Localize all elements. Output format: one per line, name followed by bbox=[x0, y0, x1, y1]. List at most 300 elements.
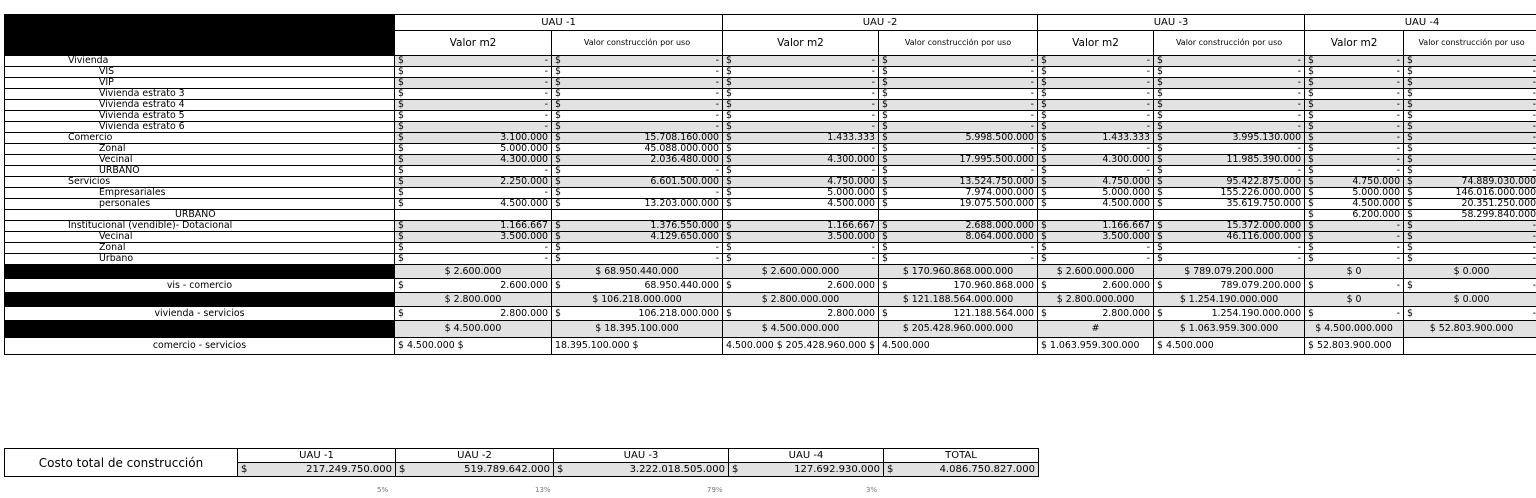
currency-sign: $ bbox=[1041, 253, 1047, 264]
amount: - bbox=[1396, 143, 1401, 154]
value-cell bbox=[879, 232, 1038, 243]
value-cell bbox=[395, 111, 552, 122]
amount: - bbox=[1030, 66, 1035, 77]
value-cell bbox=[552, 144, 723, 155]
col-header-valor: Valor m2 bbox=[395, 31, 552, 56]
col-header-construccion: Valor construcción por uso bbox=[552, 31, 723, 56]
currency-sign: $ bbox=[726, 198, 732, 209]
currency-sign: $ bbox=[1407, 279, 1414, 291]
value-cell bbox=[1154, 177, 1305, 188]
amount: 4.500.000 bbox=[1352, 198, 1401, 209]
amount: 1.433.333 bbox=[827, 132, 876, 143]
currency-sign: $ bbox=[882, 88, 888, 99]
value-cell bbox=[1154, 254, 1305, 265]
currency-sign: $ bbox=[398, 154, 404, 165]
amount: - bbox=[544, 187, 548, 198]
cost-value-cell: $ 127.692.930.000 bbox=[729, 463, 884, 477]
value-cell bbox=[1404, 254, 1536, 265]
value-cell bbox=[1305, 67, 1404, 78]
amount: 4.300.000 bbox=[1102, 154, 1151, 165]
value-cell bbox=[1154, 122, 1305, 133]
amount: - bbox=[1146, 165, 1151, 176]
value-cell bbox=[879, 177, 1038, 188]
row-label: Institucional (vendible)- Dotacional bbox=[5, 221, 395, 232]
amount: 1.166.667 bbox=[500, 220, 548, 231]
currency-sign: $ bbox=[1041, 154, 1047, 165]
cost-header: UAU -4 bbox=[729, 449, 884, 463]
currency-sign: $ bbox=[1407, 198, 1414, 209]
currency-sign: $ bbox=[1407, 77, 1414, 88]
currency-sign: $ bbox=[1157, 132, 1163, 143]
cost-header: UAU -3 bbox=[554, 449, 729, 463]
amount: 4.750.000 bbox=[827, 176, 876, 187]
currency-sign: $ bbox=[1041, 187, 1047, 198]
amount: - bbox=[1297, 242, 1302, 253]
currency-sign: $ bbox=[1407, 110, 1414, 121]
currency-sign: $ bbox=[555, 242, 561, 253]
amount: 3.100.000 bbox=[500, 132, 548, 143]
value-cell bbox=[395, 232, 552, 243]
amount: - bbox=[715, 253, 720, 264]
table-row bbox=[5, 67, 1536, 78]
value-cell bbox=[879, 188, 1038, 199]
row-label: URBANO bbox=[5, 210, 395, 221]
currency-sign: $ bbox=[398, 307, 404, 319]
amount: 46.116.000.000 bbox=[1226, 231, 1302, 242]
amount: - bbox=[1532, 55, 1536, 66]
value-cell bbox=[723, 166, 879, 177]
currency-sign: $ bbox=[1407, 231, 1414, 242]
amount: 1.166.667 bbox=[1102, 220, 1151, 231]
amount: - bbox=[1297, 121, 1302, 132]
amount: 68.950.440.000 bbox=[644, 279, 720, 291]
amount: - bbox=[871, 88, 876, 99]
value-cell bbox=[1404, 78, 1536, 89]
amount: 4.300.000 bbox=[500, 154, 548, 165]
currency-sign: $ bbox=[1407, 99, 1414, 110]
currency-sign: $ bbox=[398, 99, 404, 110]
currency-sign: $ bbox=[1041, 198, 1047, 209]
currency-sign: $ bbox=[882, 154, 888, 165]
amount: 5.000.000 bbox=[827, 187, 876, 198]
row-label: Servicios bbox=[5, 177, 395, 188]
mix-total-value: $ 4.500.000.000 bbox=[1305, 321, 1404, 338]
value-cell bbox=[552, 279, 723, 293]
amount: 2.600.000 bbox=[827, 279, 876, 291]
table-row bbox=[5, 133, 1536, 144]
currency-sign: $ bbox=[1041, 165, 1047, 176]
amount: - bbox=[1297, 110, 1302, 121]
value-cell bbox=[1305, 100, 1404, 111]
value-cell bbox=[552, 67, 723, 78]
value-cell bbox=[1038, 221, 1154, 232]
value-cell bbox=[1154, 210, 1305, 221]
value-cell bbox=[1404, 100, 1536, 111]
value-cell bbox=[1404, 67, 1536, 78]
mix-total-value: $ 68.950.440.000 bbox=[552, 265, 723, 279]
amount: 20.351.250.000 bbox=[1461, 198, 1536, 209]
currency-sign: $ bbox=[726, 253, 732, 264]
amount: - bbox=[1030, 165, 1035, 176]
mix-total-value: $ 2.600.000 bbox=[395, 265, 552, 279]
amount: - bbox=[1297, 143, 1302, 154]
table-row bbox=[5, 155, 1536, 166]
currency-sign: $ bbox=[882, 279, 888, 291]
currency-sign: $ bbox=[1157, 66, 1163, 77]
currency-sign: $ bbox=[1308, 279, 1315, 291]
amount: - bbox=[1146, 143, 1151, 154]
amount: - bbox=[544, 99, 548, 110]
currency-sign: $ bbox=[1041, 66, 1047, 77]
value-cell bbox=[1038, 188, 1154, 199]
amount: - bbox=[1532, 307, 1536, 319]
amount: - bbox=[871, 77, 876, 88]
mix-total-value: $ 170.960.868.000.000 bbox=[879, 265, 1038, 279]
value-cell bbox=[1404, 177, 1536, 188]
percent-label: 79% bbox=[707, 486, 723, 494]
amount: - bbox=[1146, 88, 1151, 99]
mix-black-label bbox=[5, 293, 395, 307]
value-cell bbox=[879, 78, 1038, 89]
value-cell bbox=[1404, 199, 1536, 210]
col-header-valor: Valor m2 bbox=[1305, 31, 1404, 56]
amount: - bbox=[1030, 77, 1035, 88]
cost-label: Costo total de construcción bbox=[5, 449, 238, 477]
currency-sign: $ bbox=[726, 279, 732, 291]
amount: - bbox=[1396, 242, 1401, 253]
amount: - bbox=[1297, 55, 1302, 66]
currency-sign: $ bbox=[882, 165, 888, 176]
mix-total-value: $ 1.063.959.300.000 bbox=[1154, 321, 1305, 338]
value-cell bbox=[1038, 78, 1154, 89]
value-cell bbox=[552, 210, 723, 221]
table-row bbox=[5, 210, 1536, 221]
amount: - bbox=[715, 55, 720, 66]
currency-sign: $ bbox=[1157, 242, 1163, 253]
mix-total-value: $ 1.254.190.000.000 bbox=[1154, 293, 1305, 307]
currency-sign: $ bbox=[726, 77, 732, 88]
amount: - bbox=[715, 77, 720, 88]
currency-sign: $ bbox=[726, 110, 732, 121]
table-row bbox=[5, 177, 1536, 188]
value-cell bbox=[879, 89, 1038, 100]
amount: - bbox=[544, 165, 548, 176]
currency-sign: $ bbox=[555, 77, 561, 88]
currency-sign: $ bbox=[882, 110, 888, 121]
currency-sign: $ bbox=[555, 176, 561, 187]
amount: - bbox=[1532, 66, 1536, 77]
currency-sign: $ bbox=[882, 66, 888, 77]
cost-header: UAU -1 bbox=[238, 449, 396, 463]
cost-value-cell: $ 519.789.642.000 bbox=[396, 463, 554, 477]
amount: 2.800.000 bbox=[827, 307, 876, 319]
amount: 4.500.000 bbox=[1102, 198, 1151, 209]
currency-sign: $ bbox=[555, 55, 561, 66]
row-label: Vivienda estrato 3 bbox=[5, 89, 395, 100]
row-label: Comercio bbox=[5, 133, 395, 144]
row-label: Zonal bbox=[5, 243, 395, 254]
currency-sign: $ bbox=[398, 132, 404, 143]
currency-sign: $ bbox=[1407, 55, 1414, 66]
col-header-valor: Valor m2 bbox=[1038, 31, 1154, 56]
mix-label: vis - comercio bbox=[5, 279, 395, 293]
amount: - bbox=[1532, 154, 1536, 165]
percent-label: 3% bbox=[866, 486, 878, 494]
currency-sign: $ bbox=[398, 88, 404, 99]
value-cell bbox=[1038, 307, 1154, 321]
value-cell bbox=[879, 133, 1038, 144]
amount: - bbox=[1532, 99, 1536, 110]
mix-value: $ 52.803.900.000 bbox=[1305, 338, 1404, 355]
amount: 1.433.333 bbox=[1102, 132, 1151, 143]
currency-sign: $ bbox=[1308, 132, 1315, 143]
value-cell bbox=[1305, 307, 1404, 321]
currency-sign: $ bbox=[1041, 231, 1047, 242]
mix-total-value: $ 0.000 bbox=[1404, 265, 1536, 279]
value-cell bbox=[723, 210, 879, 221]
value-cell bbox=[395, 188, 552, 199]
cost-value: 127.692.930.000 bbox=[794, 464, 880, 475]
amount: - bbox=[1532, 143, 1536, 154]
mix-black-label bbox=[5, 321, 395, 338]
amount: 5.000.000 bbox=[500, 143, 548, 154]
value-cell bbox=[1305, 155, 1404, 166]
value-cell bbox=[552, 122, 723, 133]
cost-value: 519.789.642.000 bbox=[464, 464, 550, 475]
group-header-uau2: UAU -2 bbox=[723, 15, 1038, 31]
amount: 7.974.000.000 bbox=[965, 187, 1035, 198]
currency-sign: $ bbox=[1041, 55, 1047, 66]
amount: - bbox=[544, 242, 548, 253]
value-cell bbox=[1404, 166, 1536, 177]
currency-sign: $ bbox=[1041, 99, 1047, 110]
mix-total-value: $ 0 bbox=[1305, 265, 1404, 279]
cost-value-cell: $ 4.086.750.827.000 bbox=[884, 463, 1039, 477]
amount: - bbox=[1297, 99, 1302, 110]
value-cell bbox=[723, 177, 879, 188]
mix-value bbox=[1404, 338, 1536, 355]
amount: 4.750.000 bbox=[1352, 176, 1401, 187]
cost-value-cell: $ 3.222.018.505.000 bbox=[554, 463, 729, 477]
currency-sign: $ bbox=[1157, 187, 1163, 198]
amount: 8.064.000.000 bbox=[965, 231, 1035, 242]
amount: - bbox=[1146, 99, 1151, 110]
row-label: Vivienda estrato 6 bbox=[5, 122, 395, 133]
currency-sign: $ bbox=[1041, 242, 1047, 253]
group-header-uau1: UAU -1 bbox=[395, 15, 723, 31]
amount: - bbox=[871, 143, 876, 154]
amount: 1.254.190.000.000 bbox=[1211, 307, 1302, 319]
amount: - bbox=[1396, 220, 1401, 231]
value-cell bbox=[395, 144, 552, 155]
amount: 170.960.868.000 bbox=[953, 279, 1035, 291]
amount: - bbox=[871, 99, 876, 110]
currency-sign: $ bbox=[1407, 66, 1414, 77]
currency-sign: $ bbox=[1041, 110, 1047, 121]
value-cell bbox=[1404, 111, 1536, 122]
amount: - bbox=[1146, 77, 1151, 88]
value-cell bbox=[552, 111, 723, 122]
amount: 146.016.000.000 bbox=[1455, 187, 1536, 198]
table-row bbox=[5, 188, 1536, 199]
value-cell bbox=[1305, 111, 1404, 122]
value-cell bbox=[1305, 254, 1404, 265]
currency-sign: $ bbox=[726, 55, 732, 66]
currency-sign: $ bbox=[1407, 121, 1414, 132]
value-cell bbox=[1154, 111, 1305, 122]
amount: - bbox=[1396, 307, 1401, 319]
amount: - bbox=[1396, 253, 1401, 264]
amount: 58.299.840.000 bbox=[1461, 209, 1536, 220]
mix-value: $ 4.500.000 $ bbox=[395, 338, 552, 355]
amount: - bbox=[1396, 77, 1401, 88]
amount: - bbox=[544, 55, 548, 66]
currency-sign: $ bbox=[1157, 176, 1163, 187]
currency-sign: $ bbox=[726, 88, 732, 99]
currency-sign: $ bbox=[1407, 165, 1414, 176]
currency-sign: $ bbox=[555, 198, 561, 209]
amount: - bbox=[544, 121, 548, 132]
currency-sign: $ bbox=[882, 187, 888, 198]
value-cell bbox=[879, 221, 1038, 232]
currency-sign: $ bbox=[1308, 143, 1315, 154]
value-cell bbox=[395, 122, 552, 133]
currency-sign: $ bbox=[726, 176, 732, 187]
currency-sign: $ bbox=[398, 231, 404, 242]
currency-sign: $ bbox=[1407, 253, 1414, 264]
value-cell bbox=[1038, 56, 1154, 67]
value-cell bbox=[879, 67, 1038, 78]
amount: 2.600.000 bbox=[500, 279, 548, 291]
currency-sign: $ bbox=[1157, 231, 1163, 242]
currency-sign: $ bbox=[555, 231, 561, 242]
mix-total-value: $ 789.079.200.000 bbox=[1154, 265, 1305, 279]
value-cell bbox=[1154, 133, 1305, 144]
value-cell bbox=[1038, 254, 1154, 265]
value-cell bbox=[879, 279, 1038, 293]
value-cell bbox=[552, 199, 723, 210]
value-cell bbox=[879, 122, 1038, 133]
amount: - bbox=[715, 165, 720, 176]
currency-sign: $ bbox=[882, 121, 888, 132]
currency-sign: $ bbox=[1041, 176, 1047, 187]
value-cell bbox=[723, 188, 879, 199]
percent-label: 5% bbox=[377, 486, 389, 494]
value-cell bbox=[1404, 210, 1536, 221]
currency-sign: $ bbox=[726, 220, 732, 231]
value-cell bbox=[395, 166, 552, 177]
value-cell bbox=[1404, 144, 1536, 155]
amount: - bbox=[715, 66, 720, 77]
value-cell bbox=[552, 254, 723, 265]
currency-sign: $ bbox=[555, 143, 561, 154]
value-cell bbox=[1404, 279, 1536, 293]
amount: - bbox=[1030, 253, 1035, 264]
mix-total-value: $ 121.188.564.000.000 bbox=[879, 293, 1038, 307]
currency-sign: $ bbox=[882, 307, 888, 319]
value-cell bbox=[723, 232, 879, 243]
currency-sign: $ bbox=[555, 88, 561, 99]
currency-sign: $ bbox=[1157, 88, 1163, 99]
mix-total-value: $ 2.800.000.000 bbox=[723, 293, 879, 307]
amount: 2.800.000 bbox=[500, 307, 548, 319]
value-cell bbox=[879, 243, 1038, 254]
currency-sign: $ bbox=[1308, 176, 1315, 187]
value-cell bbox=[1154, 188, 1305, 199]
amount: - bbox=[1396, 154, 1401, 165]
currency-sign: $ bbox=[1308, 231, 1315, 242]
amount: - bbox=[1146, 66, 1151, 77]
amount: 121.188.564.000 bbox=[953, 307, 1035, 319]
table-row bbox=[5, 166, 1536, 177]
currency-sign: $ bbox=[555, 187, 561, 198]
amount: - bbox=[1297, 165, 1302, 176]
mix-black-label bbox=[5, 265, 395, 279]
amount: 4.129.650.000 bbox=[650, 231, 720, 242]
amount: - bbox=[715, 99, 720, 110]
amount: 95.422.875.000 bbox=[1226, 176, 1302, 187]
amount: - bbox=[1532, 132, 1536, 143]
currency-sign: $ bbox=[1407, 88, 1414, 99]
row-label: Vivienda estrato 4 bbox=[5, 100, 395, 111]
value-cell bbox=[1305, 199, 1404, 210]
currency-sign: $ bbox=[1407, 307, 1414, 319]
amount: - bbox=[1146, 55, 1151, 66]
currency-sign: $ bbox=[1157, 121, 1163, 132]
value-cell bbox=[879, 166, 1038, 177]
group-header-uau3: UAU -3 bbox=[1038, 15, 1305, 31]
amount: 6.601.500.000 bbox=[650, 176, 720, 187]
value-cell bbox=[1038, 122, 1154, 133]
table-row bbox=[5, 100, 1536, 111]
currency-sign: $ bbox=[1157, 307, 1163, 319]
col-header-construccion: Valor construcción por uso bbox=[1154, 31, 1305, 56]
value-cell bbox=[723, 100, 879, 111]
value-cell bbox=[552, 133, 723, 144]
currency-sign: $ bbox=[1041, 121, 1047, 132]
mix-total-value: $ 205.428.960.000.000 bbox=[879, 321, 1038, 338]
value-cell bbox=[879, 307, 1038, 321]
currency-sign: $ bbox=[1157, 55, 1163, 66]
amount: - bbox=[1146, 253, 1151, 264]
value-cell bbox=[552, 100, 723, 111]
amount: 3.500.000 bbox=[500, 231, 548, 242]
value-cell bbox=[1404, 307, 1536, 321]
currency-sign: $ bbox=[555, 132, 561, 143]
amount: 19.075.500.000 bbox=[959, 198, 1035, 209]
currency-sign: $ bbox=[555, 121, 561, 132]
amount: 45.088.000.000 bbox=[644, 143, 720, 154]
value-cell bbox=[1404, 221, 1536, 232]
currency-sign: $ bbox=[1041, 132, 1047, 143]
currency-sign: $ bbox=[1308, 187, 1315, 198]
value-cell bbox=[395, 177, 552, 188]
currency-sign: $ bbox=[726, 132, 732, 143]
mix-value: 18.395.100.000 $ bbox=[552, 338, 723, 355]
amount: - bbox=[715, 242, 720, 253]
mix-total-value: $ 0 bbox=[1305, 293, 1404, 307]
amount: - bbox=[871, 165, 876, 176]
amount: 5.998.500.000 bbox=[965, 132, 1035, 143]
value-cell bbox=[552, 188, 723, 199]
value-cell bbox=[552, 307, 723, 321]
currency-sign: $ bbox=[1407, 209, 1414, 220]
amount: 17.995.500.000 bbox=[959, 154, 1035, 165]
mix-total-value: $ 52.803.900.000 bbox=[1404, 321, 1536, 338]
value-cell bbox=[1038, 67, 1154, 78]
currency-sign: $ bbox=[1157, 77, 1163, 88]
amount: - bbox=[1030, 121, 1035, 132]
